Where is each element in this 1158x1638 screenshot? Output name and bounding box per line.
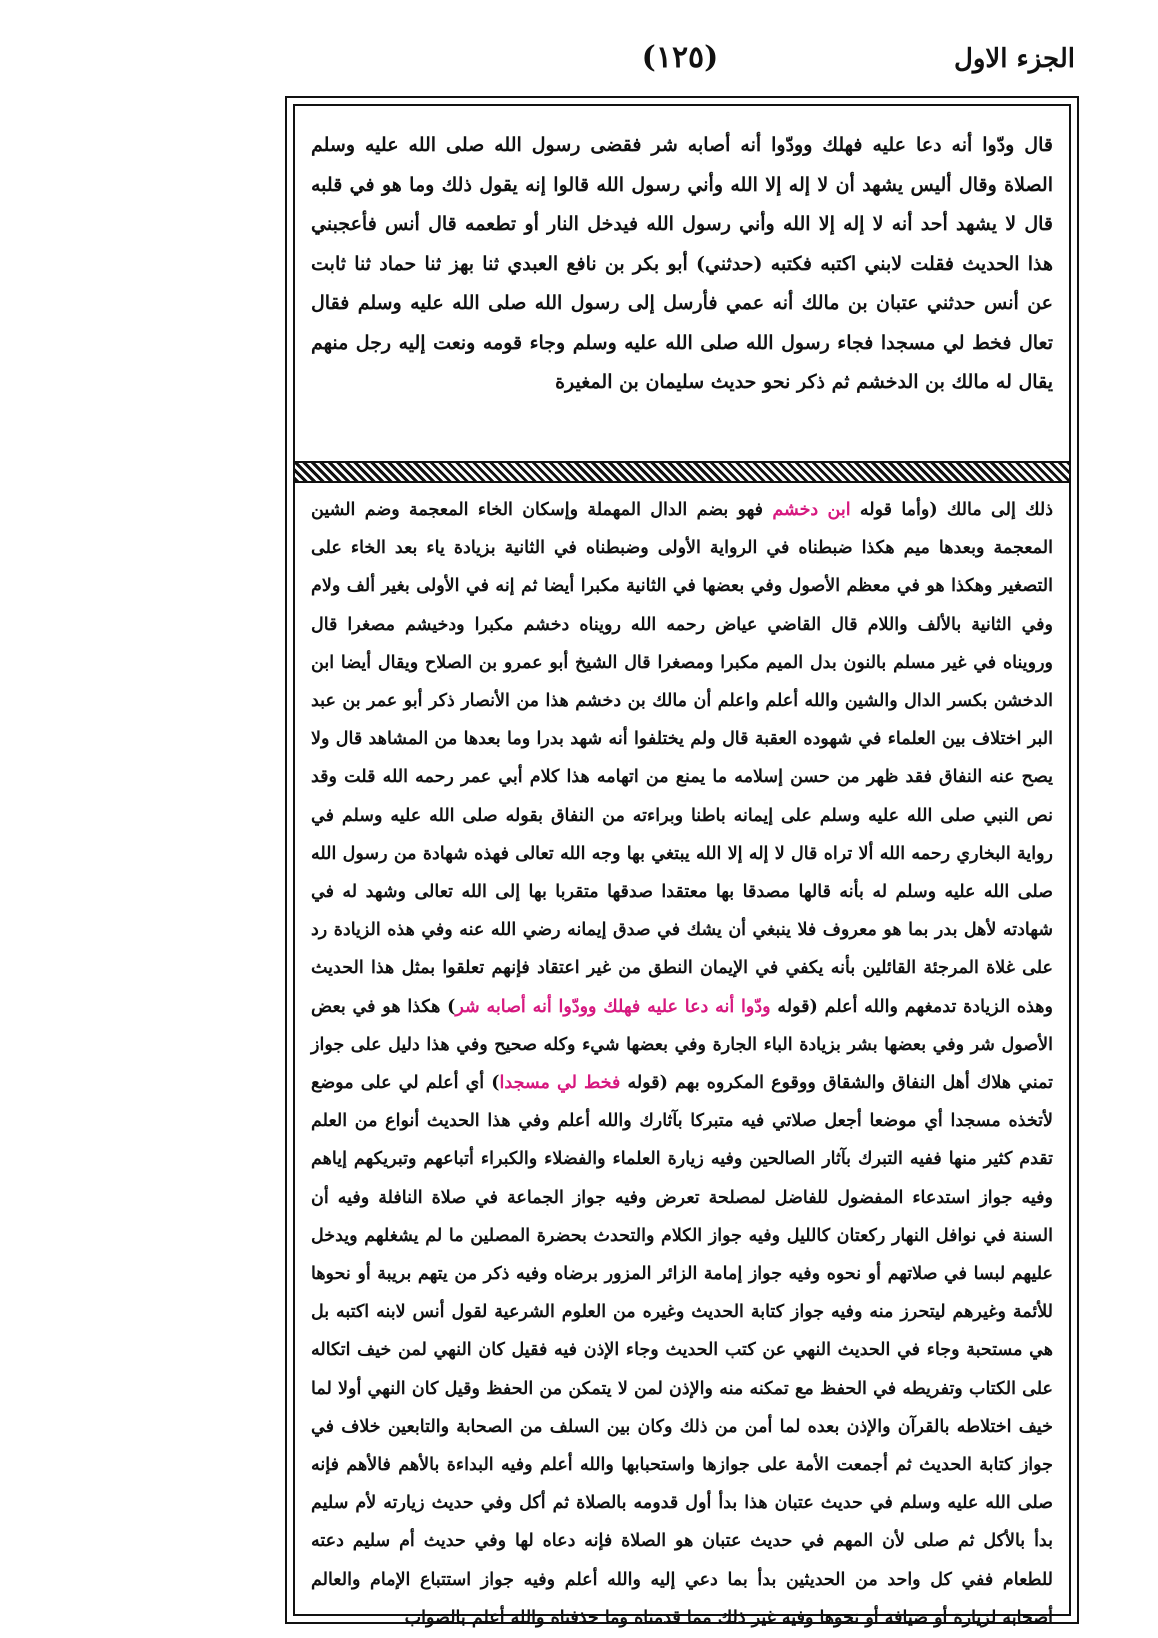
commentary-paragraph: [311, 491, 1053, 1637]
page-frame-inner: [293, 104, 1071, 1628]
checkered-divider: [295, 461, 1069, 483]
commentary-segment: (قوله: [620, 1073, 668, 1094]
main-text: [311, 126, 1053, 444]
commentary-segment: (قوله: [770, 996, 818, 1017]
highlighted-term: ودّوا أنه دعا عليه فهلك وودّوا أنه أصابه شر: [455, 996, 771, 1017]
commentary-text: [311, 491, 1053, 1628]
commentary-segment: فهو بضم الدال المهملة وإسكان الخاء المعجمة وضم الشين المعجمة وبعدها ميم هكذا ضبطناه في الرواية الأولى وضبطناه في الثانية بزيادة ياء بعد الخاء على التصغير وهكذا هو في معظم الأصول وفي بعضها في الثانية مكبرا أيضا ثم إنه في الأولى بغير ألف ولام وفي الثانية بالألف واللام قال القاضي عياض رحمه الله رويناه دخشم مكبرا ودخيشم مصغرا قال ورويناه في غير مسلم بالنون بدل الميم مكبرا ومصغرا قال الشيخ أبو عمرو بن الصلاح ويقال أيضا ابن الدخشن بكسر الدال والشين والله أعلم واعلم أن مالك بن دخشم هذا من الأنصار ذكر أبو عمر بن عبد البر اختلاف بين العلماء في شهوده العقبة قال ولم يختلفوا أنه شهد بدرا وما بعدها من المشاهد قال ولا يصح عنه النفاق فقد ظهر من حسن إسلامه ما يمنع من اتهامه هذا كلام أبي عمر رحمه الله قلت وقد نص النبي صلى الله عليه وسلم على إيمانه باطنا وبراءته من النفاق بقوله صلى الله عليه وسلم في رواية البخاري رحمه الله ألا تراه قال لا إله إلا الله يبتغي بها وجه الله تعالى فهذه شهادة من رسول الله صلى الله عليه وسلم له بأنه قالها مصدقا بها معتقدا صدقها متقربا بها إلى الله تعالى وشهد له في شهادته لأهل بدر بما هو معروف فلا ينبغي أن يشك في صدق إيمانه رضي الله عنه وفي هذه الزيادة رد على غلاة المرجئة القائلين بأنه يكفي في الإيمان النطق من غير اعتقاد فإنهم تعلقوا بمثل هذا الحديث وهذه الزيادة تدمغهم والله أعلم: [311, 500, 1053, 1017]
volume-label: الجزء الاول: [953, 44, 1075, 74]
highlighted-term: ابن دخشم: [772, 500, 851, 520]
commentary-segment: ) أي أعلم لي على موضع لأتخذه مسجدا أي موضعا أجعل صلاتي فيه متبركا بآثارك والله أعلم وفي هذا الحديث أنواع من العلم تقدم كثير منها ففيه التبرك بآثار الصالحين وفيه زيارة العلماء والفضلاء والكبراء أتباعهم وتبريكهم إياهم وفيه جواز استدعاء المفضول للفاضل لمصلحة تعرض وفيه جواز الجماعة في صلاة النافلة وفيه أن السنة في نوافل النهار ركعتان كالليل وفيه جواز الكلام والتحدث بحضرة المصلين ما لم يشغلهم ويدخل عليهم لبسا في صلاتهم أو نحوه وفيه جواز إمامة الزائر المزور برضاه وفيه ذكر من يتهم بريبة أو نحوها للأئمة وغيرهم ليتحرز منه وفيه جواز كتابة الحديث وغيره من العلوم الشرعية لقول أنس لابنه اكتبه بل هي مستحبة وجاء في الحديث النهي عن كتب الحديث وجاء الإذن فيه فقيل كان النهي لمن خيف اتكاله على الكتاب وتفريطه في الحفظ مع تمكنه منه والإذن لمن لا يتمكن من الحفظ وقيل كان النهي أولا لما خيف اختلاطه بالقرآن والإذن بعده لما أمن من ذلك وكان بين السلف من الصحابة والتابعين خلاف في جواز كتابة الحديث ثم أجمعت الأمة على جوازها واستحبابها والله أعلم وفيه البداءة بالأهم فالأهم فإنه صلى الله عليه وسلم في حديث عتبان هذا بدأ أول قدومه بالصلاة ثم أكل وفي حديث زيارته لأم سليم بدأ بالأكل ثم صلى لأن المهم في حديث عتبان هو الصلاة فإنه دعاه لها وفي حديث أم سليم دعته للطعام ففي كل واحد من الحديثين بدأ بما دعي إليه والله أعلم وفيه جواز استتباع الإمام والعالم أصحابه لزيارة أو ضيافة أو نحوها وفيه غير ذلك مما قدمناه وما حذفناه والله أعلم بالصواب: [311, 1073, 1053, 1628]
commentary-segment: ذلك إلى مالك (وأما قوله: [850, 500, 1053, 520]
page-frame: [285, 96, 1079, 1628]
main-text-paragraph: قال ودّوا أنه دعا عليه فهلك وودّوا أنه أصابه شر فقضى رسول الله صلى الله عليه وسلم الصلاة وقال أليس يشهد أن لا إله إلا الله وأني رسول الله قالوا إنه يقول ذلك وما هو في قلبه قال لا يشهد أحد أنه لا إله إلا الله وأني رسول الله فيدخل النار أو تطعمه قال أنس فأعجبني هذا الحديث فقلت لابني اكتبه فكتبه (حدثني) أبو بكر بن نافع العبدي ثنا بهز ثنا حماد ثنا ثابت عن أنس حدثني عتبان بن مالك أنه عمي فأرسل إلى رسول الله صلى الله عليه وسلم فقال تعال فخط لي مسجدا فجاء رسول الله صلى الله عليه وسلم وجاء قومه ونعت إليه رجل منهم يقال له مالك بن الدخشم ثم ذكر نحو حديث سليمان بن المغيرة: [311, 134, 1053, 393]
page-number: (١٢٥): [641, 40, 719, 75]
commentary-segment: ) هكذا هو في بعض الأصول شر وفي بعضها بشر بزيادة الباء الجارة وفي بعضها شيء وكله صحيح وفي هذا دليل على جواز تمني هلاك أهل النفاق والشقاق ووقوع المكروه بهم: [311, 996, 1053, 1094]
highlighted-term: فخط لي مسجدا: [499, 1073, 621, 1094]
page-header: [285, 40, 1075, 90]
